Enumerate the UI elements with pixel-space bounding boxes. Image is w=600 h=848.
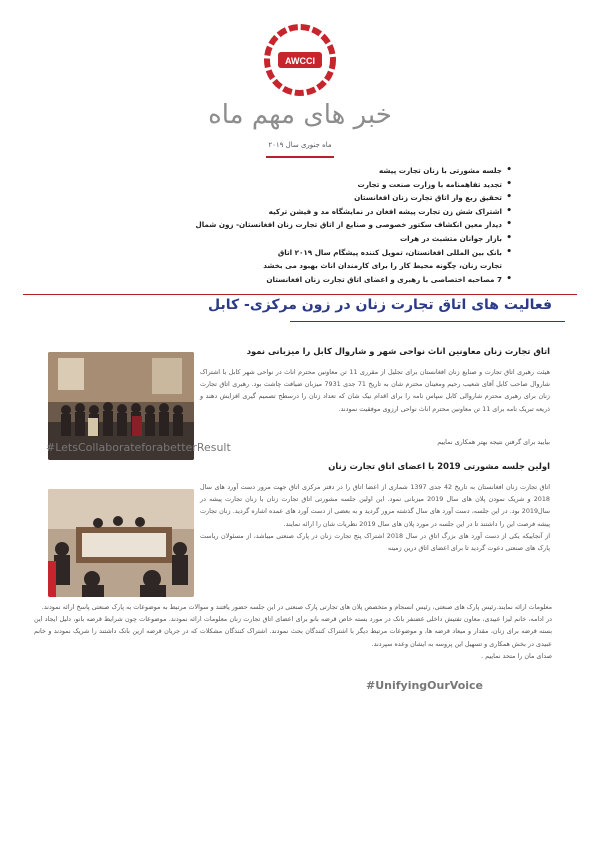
article2-paragraph: از آنجاییکه یکی از دست آورد های بزرگ اتاق در سال 2018 اشتراک پنج تجارت زنان در پارک صنعتی میباشد، از مسئولان ریاست پارک های صنعتی دعوت گردید تا برای اعضای اتاق درین زمینه [200, 531, 550, 553]
hashtag-unifying: #UnifyingOurVoice [366, 679, 484, 692]
list-item: • تحقیق ربع وار اتاق تجارت زنان افغانستان [182, 191, 512, 205]
list-item-text: بانک بین المللی افغانستان، تمویل کننده پیشگام سال ۲۰۱۹ اتاق [277, 247, 502, 257]
article2-closing: صدای مان را متحد نماییم . [481, 651, 552, 660]
article2-continued [34, 601, 552, 662]
list-item: • بازار جوانان متشبث در هرات [182, 232, 512, 246]
article1-body: هیئت رهبری اتاق تجارت و صنایع زنان افغانستان برای تجلیل از مقرری 11 تن معاونین محترم اناث در نواحی شهر کابل با اشتراک شاروال صاحب کابل آقای شعیب رحیم ومعینان محترم شان به تاریخ 71 جدی 7931 میزبان ضیافت چاشت بود. رهبری اتاق تجارت زنان برای رهبری محترم شاروالی کابل سپاس نامه را برای اقدام نیک شان که تعداد زنان را درسطح تصمیم گیری افزایش دهند و ذریعه تبریک نامه برای 11 تن معاونین محترم اناث نواحی ارزوی موفقیت نمودند. [200, 368, 550, 413]
list-item: • دیدار معین انکشاف سکتور خصوصی و صنایع از اتاق تجارت زنان افغانستان- زون شمال [182, 218, 512, 232]
page-subtitle: ماه جنوری سال ۲۰۱۹ [268, 141, 332, 149]
news-highlights-list [182, 164, 512, 286]
section-divider [23, 294, 577, 295]
list-item: • تجدید تفاهمنامه با وزارت صنعت و تجارت [182, 178, 512, 192]
consultation-meeting-photo [48, 489, 194, 597]
list-item [182, 246, 512, 273]
page-title: خبر های مهم ماه [208, 100, 392, 130]
list-item: • جلسه مشورتی با زنان تجارت پیشه [182, 164, 512, 178]
article2-heading: اولین جلسه مشورتی 2019 با اعضای اتاق تجارت زنان [328, 461, 550, 471]
list-item: • اشتراک شش زن تجارت پیشه افغان در نمایشگاه مد و فیشن ترکیه [182, 205, 512, 219]
article2-paragraph: اتاق تجارت زنان افغانستان به تاریخ 42 جدی 1397 شماری از اعضا اتاق را در دفتر مرکزی اتاق جهت مرور دست آورد های سال 2018 و شریک نمودن پلان های سال 2019 میزبانی نمود. این اولین جلسه مشورتی اتاق تجارت زنان با زنان تجارت پیشه در سال2019 بود. در این جلسه، دست آورد های سال گذشته مرور گردید و به بعضی از دست آورد های عمده اشاره گردید. زنان تجارت پیشه فرصت این را داشتند تا در این جلسه در مورد پلان های سال 2019 نظریات شان را ارائه نمایند. [200, 483, 550, 528]
section-heading: فعالیت های اتاق تجارت زنان در زون مرکزی- کابل [208, 297, 552, 313]
logo-text: AWCCI [285, 56, 315, 66]
list-item: • 7 مصاحبه اختصاصی با رهبری و اعضای اتاق تجارت زنان افغانستان [182, 273, 512, 287]
awcci-logo [262, 22, 338, 98]
article1-heading: اتاق تجارت زنان معاونین اناث نواحی شهر و شاروال کابل را میزبانی نمود [246, 346, 550, 356]
list-item-continuation: تجارت زنان، چگونه محیط کار را برای کارمندان اناث بهبود می بخشد [263, 261, 502, 271]
article2-paragraph: معلومات ارائه نمایند.رئیس پارک های صنعتی، رئیس انسجام و متخصص پلان های تجارتی پارک صنعتی در این جلسه حضور یافتند و سوالات مرتبط به موضوعات به پارک صنعتی پاسخ ارائه نمودند. [41, 603, 552, 611]
article2-body [200, 481, 550, 554]
section-heading-underline [290, 321, 565, 322]
hashtag-collaborate: #LetsCollaborateforabetterResult [46, 441, 231, 454]
article2-paragraph: در ادامه، خانم لیزا عبیدی، معاون تفتیش داخلی غضنفر بانک در مورد بسته خاص قرضه بانو برای اعضای اتاق تجارت زنان معلومات ارائه نمودند. موضوعات چون شرایط قرضه بانو، دلیل ایجاد این بسته قرضه برای زنان، مقدار و میعاد قرضه ها، و موضوعات مرتبط دیگر با اشتراک کنندگان بحث نمودند. اشتراک کنندگان مشکلات که در جریان قرضه ازین بانک داشتند را شریک نمودند و خانم عبیدی در بخش همکاری و تسهیل این پروسه به ایشان وعده سپردند. [34, 615, 552, 648]
article1-closing: بیایید برای گرفتن نتیجه بهتر همکاری نماییم [437, 438, 550, 446]
title-divider [266, 156, 334, 158]
